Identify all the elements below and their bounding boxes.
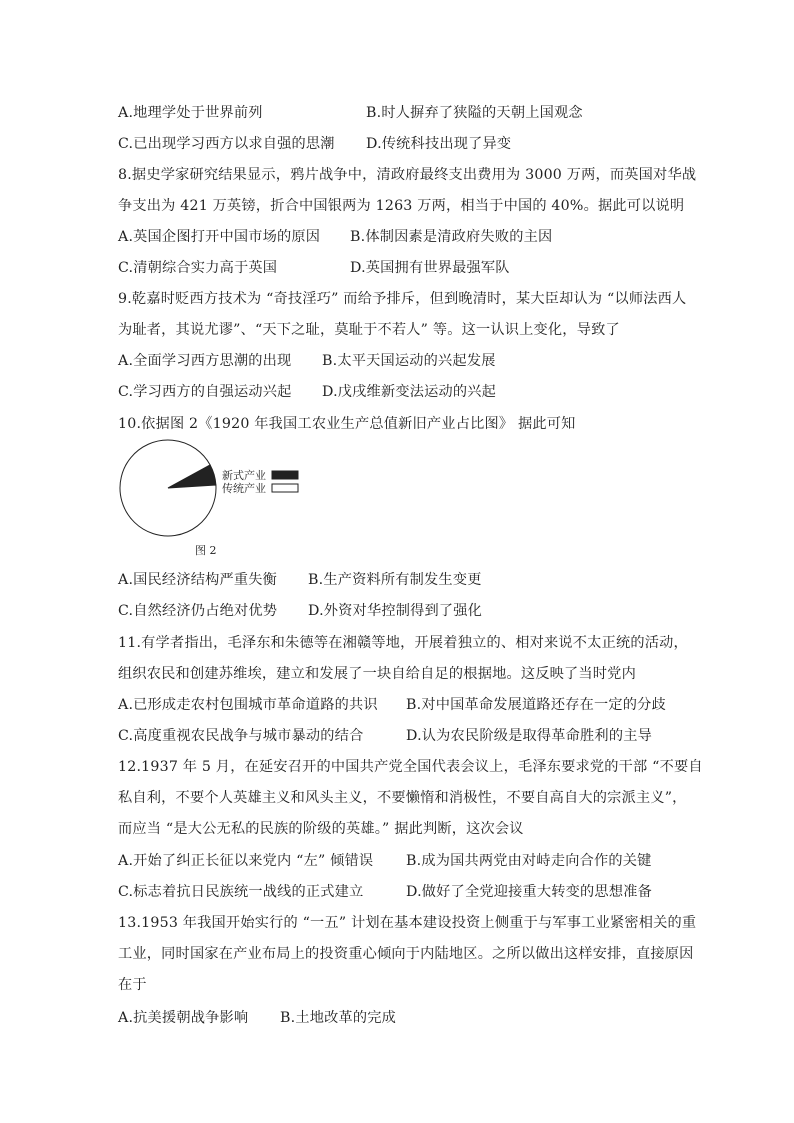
q9-option-d: D.戊戌维新变法运动的兴起 (322, 384, 497, 400)
q7-option-d: D.传统科技出现了异变 (366, 136, 512, 152)
q8-option-c: C.清朝综合实力高于英国 (118, 260, 278, 276)
q7-option-c: C.已出现学习西方以求自强的思潮 (118, 136, 335, 152)
q12-option-a: A.开始了纠正长征以来党内 “左” 倾错误 (118, 853, 374, 869)
q12-option-c: C.标志着抗日民族统一战线的正式建立 (118, 884, 364, 900)
pie-chart-svg (118, 436, 318, 566)
q13-stem-line-1: 13.1953 年我国开始实行的 “一五” 计划在基本建设投资上侧重于与军事工业紧密相关的重 (118, 915, 697, 931)
q8-option-d: D.英国拥有世界最强军队 (350, 260, 510, 276)
q7-option-b: B.时人摒弃了狭隘的天朝上国观念 (366, 105, 583, 121)
legend-label-traditional-industry: 传统产业 (222, 482, 266, 495)
q8-option-b: B.体制因素是清政府失败的主因 (350, 229, 553, 245)
q11-stem-line-2: 组织农民和创建苏维埃，建立和发展了一块自给自足的根据地。这反映了当时党内 (118, 666, 636, 682)
q11-option-b: B.对中国革命发展道路还存在一定的分歧 (406, 697, 666, 713)
q10-option-d: D.外资对华控制得到了强化 (308, 603, 483, 619)
q10-stem: 10.依据图 2《1920 年我国工农业生产总值新旧产业占比图》 据此可知 (118, 416, 576, 432)
q8-stem-line-2: 争支出为 421 万英镑，折合中国银两为 1263 万两，相当于中国的 40%。据此可以说明 (118, 198, 685, 214)
q8-stem-line-1: 8.据史学家研究结果显示，鸦片战争中，清政府最终支出费用为 3000 万两，而英国对华战 (118, 167, 697, 183)
q10-option-a: A.国民经济结构严重失衡 (118, 572, 278, 588)
q9-option-c: C.学习西方的自强运动兴起 (118, 384, 292, 400)
q12-stem-line-3: 而应当 “是大公无私的民族的阶级的英雄。” 据此判断，这次会议 (118, 821, 524, 837)
q10-option-b: B.生产资料所有制发生变更 (308, 572, 482, 588)
q13-stem-line-3: 在于 (118, 977, 147, 993)
q12-option-b: B.成为国共两党由对峙走向合作的关键 (406, 853, 652, 869)
q9-stem-line-1: 9.乾嘉时贬西方技术为 “奇技淫巧” 而给予排斥，但到晚清时，某大臣却认为 “以师法西人 (118, 291, 687, 307)
q11-option-c: C.高度重视农民战争与城市暴动的结合 (118, 728, 364, 744)
q13-option-b: B.土地改革的完成 (280, 1010, 397, 1026)
q11-option-a: A.已形成走农村包围城市革命道路的共识 (118, 697, 378, 713)
q12-stem-line-2: 私自利，不要个人英雄主义和风头主义，不要懒惰和消极性，不要自高自大的宗派主义”， (118, 790, 687, 806)
q8-option-a: A.英国企图打开中国市场的原因 (118, 229, 321, 245)
q13-option-a: A.抗美援朝战争影响 (118, 1010, 249, 1026)
figure-caption: 图 2 (195, 544, 217, 557)
q7-option-a: A.地理学处于世界前列 (118, 105, 263, 121)
legend-swatch-new-industry (272, 471, 298, 479)
pie-slice-traditional-industry (120, 440, 216, 536)
q11-option-d: D.认为农民阶级是取得革命胜利的主导 (406, 728, 652, 744)
q10-option-c: C.自然经济仍占绝对优势 (118, 603, 278, 619)
legend-swatch-traditional-industry (272, 484, 298, 492)
pie-chart-figure-2 (118, 436, 318, 566)
legend-label-new-industry: 新式产业 (222, 469, 266, 482)
q12-stem-line-1: 12.1937 年 5 月，在延安召开的中国共产党全国代表会议上，毛泽东要求党的干部 “不要自 (118, 759, 703, 775)
q11-stem-line-1: 11.有学者指出，毛泽东和朱德等在湘赣等地，开展着独立的、相对来说不太正统的活动， (118, 635, 688, 651)
q9-option-a: A.全面学习西方思潮的出现 (118, 353, 292, 369)
q9-stem-line-2: 为耻者，其说尤谬”、“天下之耻，莫耻于不若人” 等。这一认识上变化，导致了 (118, 322, 620, 338)
q13-stem-line-2: 工业，同时国家在产业布局上的投资重心倾向于内陆地区。之所以做出这样安排，直接原因 (118, 946, 694, 962)
q12-option-d: D.做好了全党迎接重大转变的思想准备 (406, 884, 652, 900)
q9-option-b: B.太平天国运动的兴起发展 (322, 353, 496, 369)
